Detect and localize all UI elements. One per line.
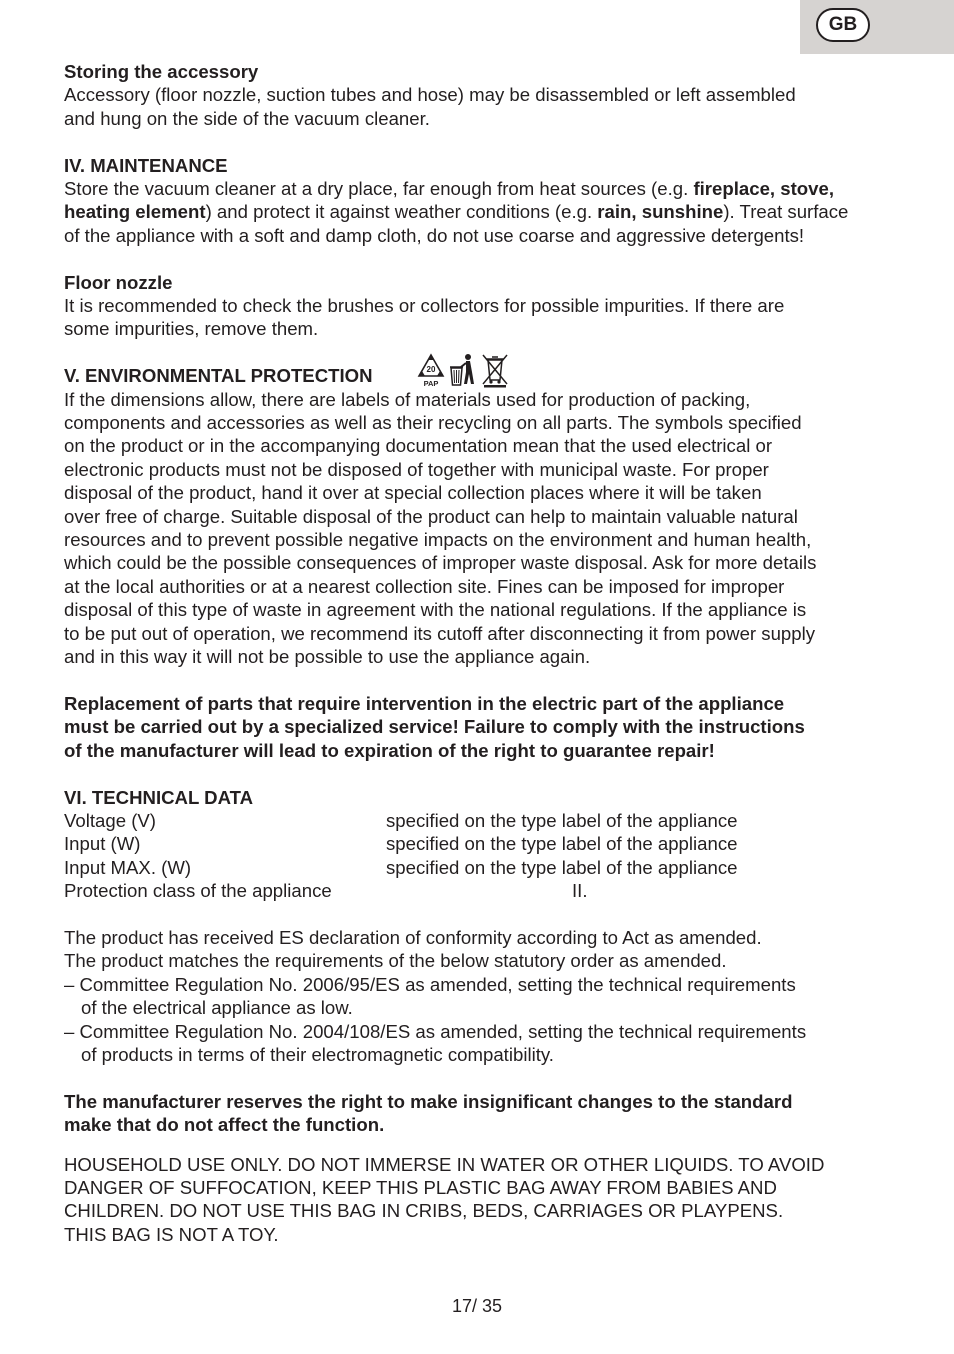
environment-body bbox=[64, 388, 909, 669]
technical-section bbox=[64, 786, 909, 903]
maintenance-bold: heating element bbox=[64, 201, 206, 223]
technical-value: specified on the type label of the appliance bbox=[386, 856, 738, 878]
page-content bbox=[64, 60, 909, 1246]
storing-section bbox=[64, 60, 909, 130]
environment-line: on the product or in the accompanying documentation mean that the used electrical or bbox=[64, 435, 773, 457]
environment-line: at the local authorities or at a nearest collection site. Fines can be imposed for improper bbox=[64, 575, 785, 597]
environment-icons bbox=[416, 352, 510, 388]
technical-label: Input MAX. (W) bbox=[64, 856, 192, 878]
storing-heading: Storing the accessory bbox=[64, 61, 259, 82]
maintenance-bold: rain, sunshine bbox=[597, 201, 724, 223]
environment-line: over free of charge. Suitable disposal of the product can help to maintain valuable natural bbox=[64, 505, 798, 527]
storing-line: and hung on the side of the vacuum cleaner. bbox=[64, 107, 430, 129]
manufacturer-note bbox=[64, 1090, 909, 1137]
conformity-item-cont: of the electrical appliance as low. bbox=[81, 997, 353, 1019]
environment-line: which could be the possible consequences of improper waste disposal. Ask for more details bbox=[64, 552, 817, 574]
warning-section bbox=[64, 692, 909, 762]
maintenance-line: of the appliance with a soft and damp cloth, do not use coarse and aggressive detergents! bbox=[64, 224, 805, 246]
technical-label: Protection class of the appliance bbox=[64, 880, 332, 902]
maintenance-line bbox=[64, 177, 909, 200]
environment-line: to be put out of operation, we recommend its cutoff after disconnecting it from power supply bbox=[64, 622, 816, 644]
household-section bbox=[64, 1153, 909, 1247]
environment-line: disposal of this type of waste in agreement with the national regulations. If the appliance is bbox=[64, 599, 807, 621]
manufacturer-line: The manufacturer reserves the right to make insignificant changes to the standard bbox=[64, 1090, 793, 1112]
environment-line: and in this way it will not be possible to use the appliance again. bbox=[64, 646, 591, 668]
household-line: HOUSEHOLD USE ONLY. DO NOT IMMERSE IN WATER OR OTHER LIQUIDS. TO AVOID bbox=[64, 1153, 825, 1175]
household-line: DANGER OF SUFFOCATION, KEEP THIS PLASTIC BAG AWAY FROM BABIES AND bbox=[64, 1176, 777, 1198]
environment-line: If the dimensions allow, there are labels of materials used for production of packing, bbox=[64, 388, 751, 410]
household-line: THIS BAG IS NOT A TOY. bbox=[64, 1223, 279, 1245]
maintenance-text: Store the vacuum cleaner at a dry place, far enough from heat sources (e.g. bbox=[64, 178, 694, 200]
page-total: / 35 bbox=[472, 1296, 503, 1316]
conformity-item: – Committee Regulation No. 2006/95/ES as amended, setting the technical requirements bbox=[64, 973, 796, 995]
conformity-item: – Committee Regulation No. 2004/108/ES as amended, setting the technical requirements bbox=[64, 1020, 807, 1042]
tidyman-bin-icon bbox=[448, 352, 478, 388]
technical-value: specified on the type label of the appliance bbox=[386, 833, 738, 855]
technical-row bbox=[64, 879, 909, 902]
technical-row bbox=[64, 832, 909, 855]
page-number bbox=[0, 1295, 954, 1318]
technical-label: Input (W) bbox=[64, 833, 141, 855]
environment-section bbox=[64, 364, 909, 668]
environment-line: resources and to prevent possible negative impacts on the environment and human health, bbox=[64, 529, 812, 551]
environment-line: electronic products must not be disposed of together with municipal waste. For proper bbox=[64, 458, 769, 480]
conformity-section bbox=[64, 926, 909, 1066]
warning-line: Replacement of parts that require intervention in the electric part of the appliance bbox=[64, 692, 785, 714]
environment-heading-row bbox=[64, 364, 909, 387]
environment-heading: V. ENVIRONMENTAL PROTECTION bbox=[64, 365, 373, 387]
maintenance-bold: fireplace, stove, bbox=[693, 178, 834, 200]
conformity-line: The product matches the requirements of the below statutory order as amended. bbox=[64, 950, 727, 972]
floor-nozzle-line: It is recommended to check the brushes or collectors for possible impurities. If there are bbox=[64, 295, 785, 317]
environment-line: disposal of the product, hand it over at special collection places where it will be taken bbox=[64, 482, 762, 504]
warning-line: must be carried out by a specialized service! Failure to comply with the instructions bbox=[64, 716, 805, 738]
language-badge: GB bbox=[816, 8, 870, 42]
recycle-label: PAP bbox=[423, 379, 439, 389]
floor-nozzle-section bbox=[64, 271, 909, 341]
environment-line: components and accessories as well as their recycling on all parts. The symbols specified bbox=[64, 412, 802, 434]
technical-heading: VI. TECHNICAL DATA bbox=[64, 786, 254, 808]
technical-label: Voltage (V) bbox=[64, 809, 156, 831]
conformity-line: The product has received ES declaration of conformity according to Act as amended. bbox=[64, 926, 762, 948]
crossed-bin-icon bbox=[480, 352, 510, 388]
warning-line: of the manufacturer will lead to expiration of the right to guarantee repair! bbox=[64, 739, 715, 761]
maintenance-line bbox=[64, 200, 909, 223]
recycle-paper-icon bbox=[416, 352, 446, 388]
recycle-code: 20 bbox=[426, 365, 436, 375]
floor-nozzle-line: some impurities, remove them. bbox=[64, 318, 319, 340]
storing-line: Accessory (floor nozzle, suction tubes and hose) may be disassembled or left assembled bbox=[64, 84, 796, 106]
manufacturer-line: make that do not affect the function. bbox=[64, 1114, 385, 1136]
technical-value: specified on the type label of the appliance bbox=[386, 809, 738, 831]
maintenance-text: ). Treat surface bbox=[723, 201, 849, 223]
language-tab bbox=[800, 0, 954, 54]
technical-row bbox=[64, 856, 909, 879]
maintenance-heading: IV. MAINTENANCE bbox=[64, 154, 228, 176]
maintenance-section bbox=[64, 154, 909, 248]
page-current: 17 bbox=[451, 1296, 472, 1316]
conformity-item-cont: of products in terms of their electromagnetic compatibility. bbox=[81, 1043, 554, 1065]
floor-nozzle-heading: Floor nozzle bbox=[64, 271, 173, 293]
household-line: CHILDREN. DO NOT USE THIS BAG IN CRIBS, BEDS, CARRIAGES OR PLAYPENS. bbox=[64, 1200, 784, 1222]
technical-row bbox=[64, 809, 909, 832]
maintenance-text: ) and protect it against weather conditions (e.g. bbox=[205, 201, 598, 223]
technical-value: II. bbox=[572, 880, 588, 902]
